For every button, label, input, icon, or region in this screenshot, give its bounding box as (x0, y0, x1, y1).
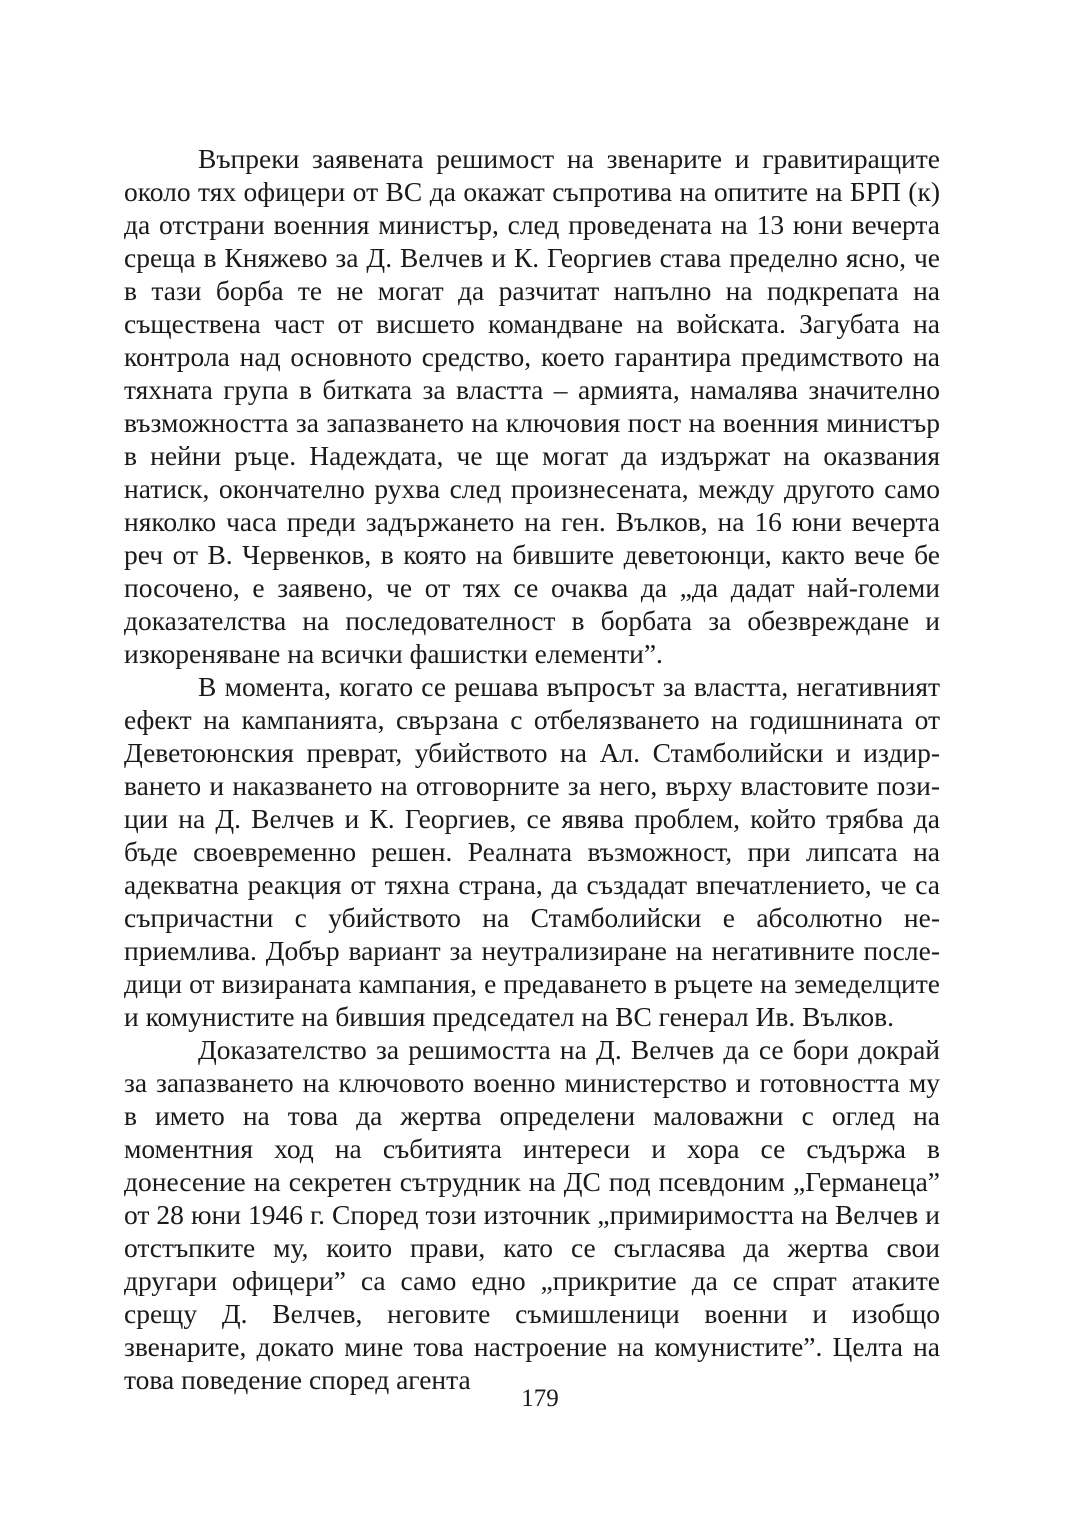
page-number: 179 (521, 1385, 559, 1412)
body-text (124, 142, 940, 1396)
paragraph: В момента, когато се решава въпросът за властта, негативният ефект на кампанията, свързана с отбелязването на годишнината от Деветоюнския преврат, убийството на Ал. Стамболийски и издирването и наказването на отговорните за него, върху властовите позиции на Д. Велчев и К. Георгиев, се явява проблем, който трябва да бъде своевременно решен. Реалната възможност, при липсата на адекватна реакция от тяхна страна, да създадат впечатлението, че са съпричастни с убийството на Стамболийски е абсолютно неприемлива. Добър вариант за неутрализиране на негативните последици от визираната кампания, е предаването в ръцете на земеделците и комунистите на бившия председател на ВС генерал Ив. Вълков. (124, 671, 940, 1032)
paragraph: Въпреки заявената решимост на звенарите и гравитиращите около тях офицери от ВС да окажат съпротива на опитите на БРП (к) да отстрани военния министър, след проведената на 13 юни вечерта среща в Княжево за Д. Велчев и К. Георгиев става пределно ясно, че в тази борба те не могат да разчитат напълно на подкрепата на съществена част от висшето командване на войската. Загубата на контрола над основното средство, което гарантира предимството на тяхната група в битката за властта – армията, намалява значително възможността за запазването на ключовия пост на военния министър в нейни ръце. Надеждата, че ще могат да издържат на оказвания натиск, окончателно рухва след произнесената, между другото само няколко часа преди задържането на ген. Вълков, на 16 юни вечерта реч от В. Червенков, в която на бившите деветоюнци, както вече бе посочено, е заявено, че от тях се очаква да „да дадат най-големи доказателства на последователност в борбата за обезвреждане и изкореняване на всички фашистки елементи”. (124, 143, 940, 669)
paragraph: Доказателство за решимостта на Д. Велчев да се бори докрай за запазването на ключовото военно министерство и готовността му в името на това да жертва определени маловажни с оглед на моментния ход на събитията интереси и хора се съдържа в донесение на секретен сътрудник на ДС под псевдоним „Германеца” от 28 юни 1946 г. Според този източник „примиримостта на Велчев и отстъпките му, които прави, като се съгласява да жертва свои другари офицери” са само едно „прикритие да се спрат атаките срещу Д. Велчев, неговите съмишленици военни и изобщо звенарите, докато мине това настроение на комунистите”. Целта на това поведение според агента (124, 1034, 940, 1395)
